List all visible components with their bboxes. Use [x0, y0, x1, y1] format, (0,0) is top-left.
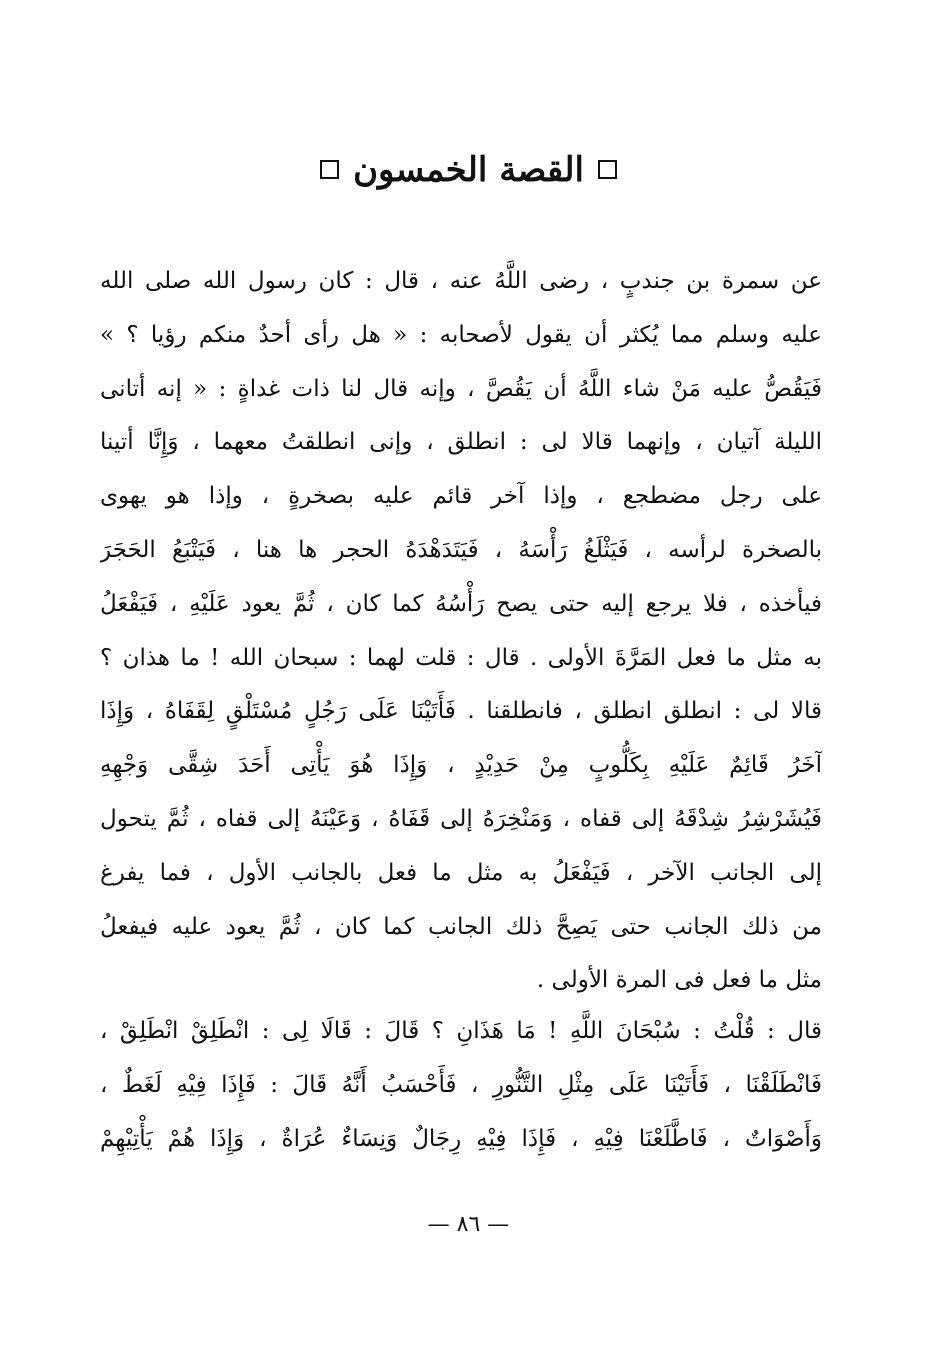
text-line: قال : قُلْتُ : سُبْحَانَ اللَّهِ ! مَا هَذَانِ ؟ قَالَ : قَالَا لِى : انْطَلِقْ انْطَلِقْ ، [100, 1018, 822, 1044]
text-line: على رجل مضطجع ، وإذا آخر قائم عليه بصخرةٍ ، وإذا هو يهوى [100, 483, 822, 510]
text-line: وَأَصْوَاتٌ ، فَاطَّلَعْنَا فِيْهِ ، فَإِذَا فِيْهِ رِجَالٌ وَنِسَاءٌ عُرَاةٌ ، وَإِذَا هُمْ يَأْتِيْهِمْ [100, 1125, 822, 1152]
text-line: به مثل ما فعل المَرَّةَ الأولى . قال : قلت لهما : سبحان الله ! ما هذان ؟ [100, 644, 822, 671]
text-line: آخَرُ قَائِمٌ عَلَيْهِ بِكَلُّوبٍ مِنْ حَدِيْدٍ ، وَإِذَا هُوَ يَأْتِى أَحَدَ شِقَّى وَجْهِهِ [100, 752, 822, 779]
text-line: عن سمرة بن جندبٍ ، رضى اللَّهُ عنه ، قال : كان رسول الله صلى الله [100, 268, 822, 294]
story-title-text: القصة الخمسون [353, 150, 584, 190]
text-line: فَيُشَرْشِرُ شِدْقَهُ إلى قفاه ، وَمَنْخِرَهُ إلى قَفَاهُ ، وَعَيْنَهُ إلى قفاه ، ثُمَّ يتحول [100, 805, 822, 832]
text-line: فيأخذه ، فلا يرجع إليه حتى يصح رَأْسُهُ كما كان ، ثُمَّ يعود عَلَيْهِ ، فَيَفْعَلُ [100, 590, 822, 617]
title-box-ornament-left [320, 160, 339, 179]
text-line: إلى الجانب الآخر ، فَيَفْعَلُ به مثل ما فعل بالجانب الأول ، فما يفرغ [100, 859, 822, 886]
text-line: فَانْطَلَقْنَا ، فَأَتَيْنَا عَلَى مِثْلِ التَّنُّورِ ، فَأَحْسَبُ أَنَّهُ قَالَ : فَإِذَا فِيْهِ لَغَطٌ ، [100, 1071, 822, 1098]
page-number: — ٨٦ — [427, 1212, 510, 1237]
text-line: فَيَقُصُّ عليه مَنْ شاء اللَّهُ أن يَقُصَّ ، وإنه قال لنا ذات غداةٍ : « إنه أتانى [100, 375, 822, 402]
story-title [0, 140, 937, 200]
paragraph-2 [100, 1005, 822, 1166]
title-box-ornament-right [598, 160, 617, 179]
text-line: من ذلك الجانب حتى يَصِحَّ ذلك الجانب كما كان ، ثُمَّ يعود عليه فيفعلُ [100, 913, 822, 940]
paragraph-1 [100, 255, 822, 1008]
text-line: عليه وسلم مما يُكثر أن يقول لأصحابه : « هل رأى أحدٌ منكم رؤيا ؟ » [100, 321, 822, 348]
text-line: قالا لى : انطلق انطلق ، فانطلقنا . فَأَتَيْنَا عَلَى رَجُلٍ مُسْتَلْقٍ لِقَفَاهُ ، وَإِذَا [100, 698, 822, 725]
text-line: مثل ما فعل فى المرة الأولى . [536, 967, 822, 994]
text-line: بالصخرة لرأسه ، فَيَثْلَغُ رَأْسَهُ ، فَيَتَدَهْدَهُ الحجر ها هنا ، فَيَتْبَعُ الحَجَرَ [100, 536, 822, 563]
text-line: الليلة آتيان ، وإنهما قالا لى : انطلق ، وإنى انطلقتُ معهما ، وَإِنَّا أتينا [100, 429, 822, 456]
